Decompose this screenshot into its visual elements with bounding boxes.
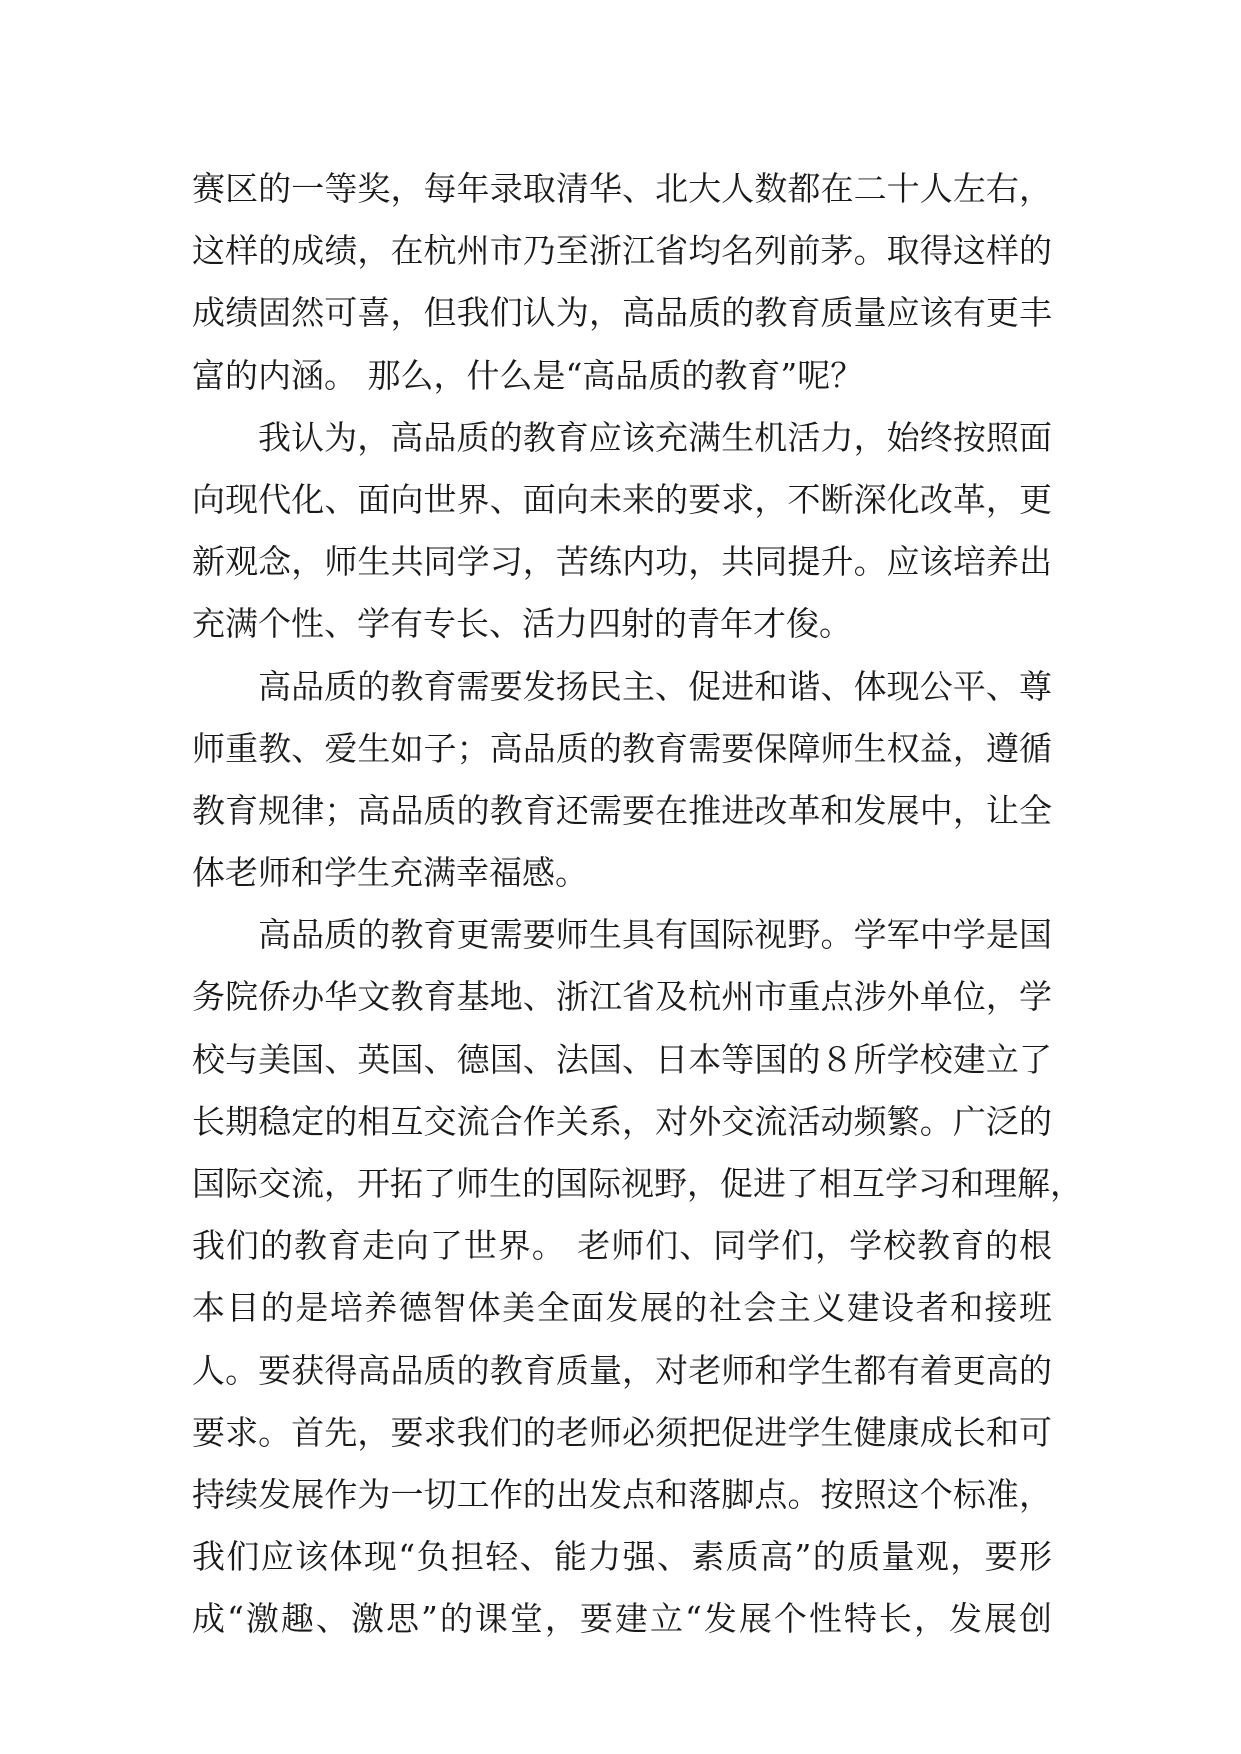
text-line: 富的内涵。 那么，什么是“高品质的教育”呢？ [192,355,864,395]
text-line: 本目的是培养德智体美全面发展的社会主义建设者和接班 [192,1288,1052,1328]
paragraph [192,656,1052,905]
text-line: 成绩固然可喜，但我们认为，高品质的教育质量应该有更丰 [192,293,1052,333]
text-line: 务院侨办华文教育基地、浙江省及杭州市重点涉外单位，学 [192,977,1052,1017]
text-line: 我们应该体现“负担轻、能力强、素质高”的质量观，要形 [192,1537,1052,1577]
text-line: 赛区的一等奖，每年录取清华、北大人数都在二十人左右， [192,169,1052,208]
paragraph [192,407,1052,656]
text-line: 新观念，师生共同学习，苦练内功，共同提升。应该培养出 [192,542,1052,582]
text-line: 成“激趣、激思”的课堂，要建立“发展个性特长，发展创 [192,1599,1052,1639]
paragraph [192,158,1052,407]
text-line: 教育规律；高品质的教育还需要在推进改革和发展中，让全 [192,790,1052,830]
text-line: 向现代化、面向世界、面向未来的要求，不断深化改革，更 [192,479,1052,519]
text-line: 体老师和学生充满幸福感。 [192,853,588,893]
text-line: 校与美国、英国、德国、法国、日本等国的８所学校建立了 [192,1039,1052,1079]
text-line: 持续发展作为一切工作的出发点和落脚点。按照这个标准， [192,1474,1052,1514]
text-line: 长期稳定的相互交流合作关系，对外交流活动频繁。广泛的 [192,1101,1052,1141]
paragraph [192,904,1083,1650]
text-line: 国际交流，开拓了师生的国际视野，促进了相互学习和理解， [192,1164,1083,1203]
text-line: 人。要获得高品质的教育质量，对老师和学生都有着更高的 [192,1350,1052,1390]
text-line: 我们的教育走向了世界。 老师们、同学们，学校教育的根 [192,1226,1052,1266]
text-line: 充满个性、学有专长、活力四射的青年才俊。 [192,604,852,644]
text-line: 这样的成绩，在杭州市乃至浙江省均名列前茅。取得这样的 [192,231,1052,271]
text-line: 高品质的教育更需要师生具有国际视野。学军中学是国 [258,915,1052,955]
text-line: 我认为，高品质的教育应该充满生机活力，始终按照面 [258,417,1052,457]
text-line: 师重教、爱生如子；高品质的教育需要保障师生权益，遵循 [192,728,1052,768]
document-body [192,158,1083,1651]
text-line: 要求。首先，要求我们的老师必须把促进学生健康成长和可 [192,1412,1052,1452]
text-line: 高品质的教育需要发扬民主、促进和谐、体现公平、尊 [258,666,1052,706]
